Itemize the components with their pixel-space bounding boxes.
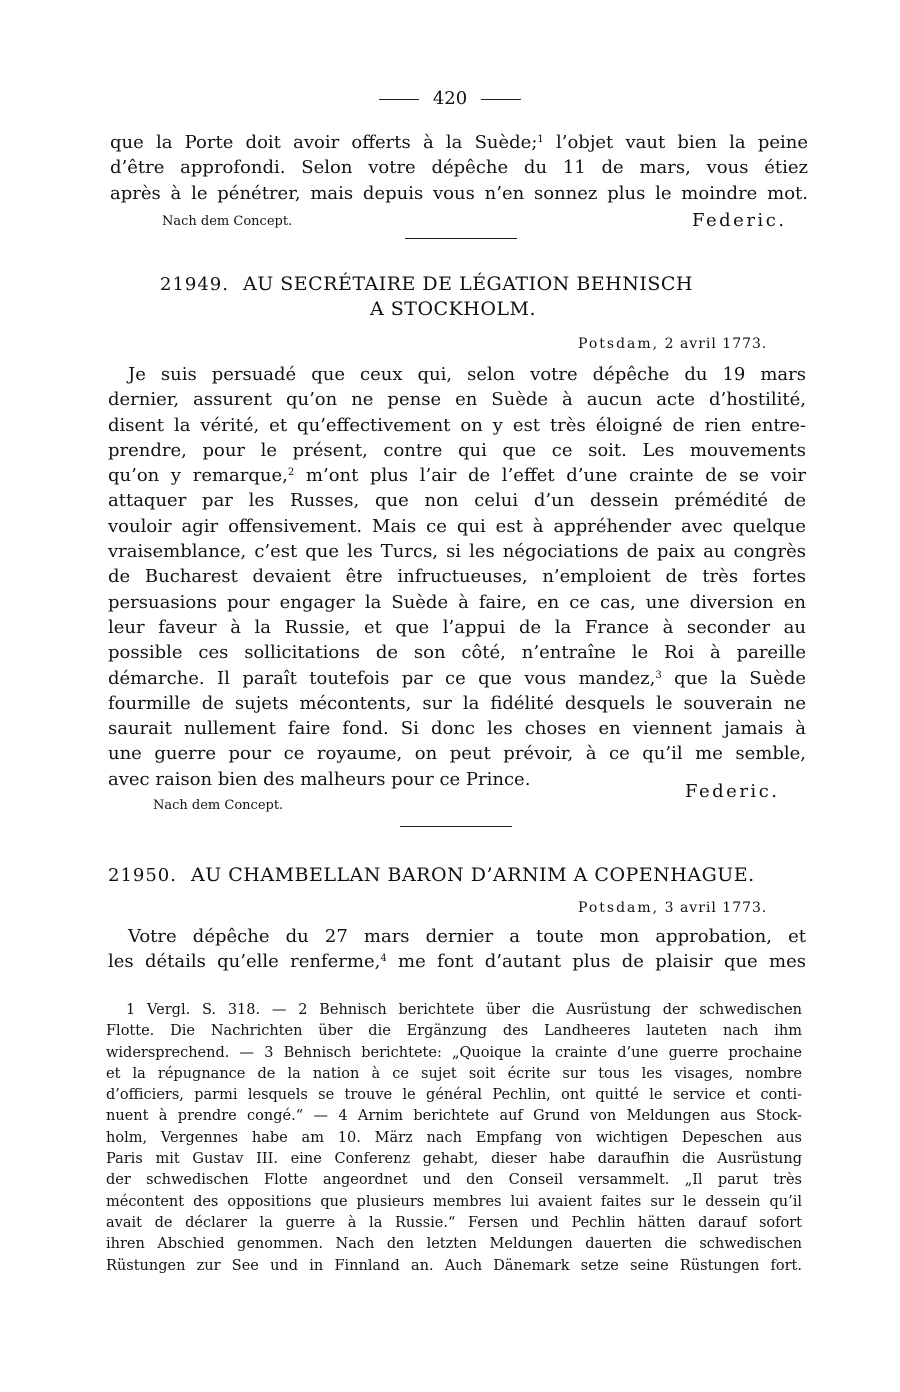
text-line: que la Porte doit avoir offerts à la Suède;$^1$ l’objet vaut bien la peine	[110, 132, 809, 153]
text-line: qu’on y remarque,$^2$ m’ont plus l’air de l’effet d’une crainte de se voir	[108, 465, 807, 487]
text-line: d’être approfondi. Selon votre dépêche du 11 de mars, vous étiez	[110, 157, 808, 179]
letter-21950-dateline: Potsdam, 3 avril 1773.	[578, 900, 768, 916]
page-header	[0, 88, 900, 109]
letter-title: AU SECRÉTAIRE DE LÉGATION BEHNISCH	[242, 273, 693, 295]
letter-number: 21949.	[160, 274, 229, 295]
footnote-line: mécontent des oppositions que plusieurs membres lui avaient faites sur le dessein qu’il	[106, 1193, 802, 1210]
text-line: de Bucharest devaient être infructueuses, n’emploient de très fortes	[108, 566, 806, 588]
footnote-line: nuent à prendre congé.“ — 4 Arnim berichtete auf Grund von Meldungen aus Stock-	[106, 1108, 802, 1125]
letter-title: AU CHAMBELLAN BARON D’ARNIM A COPENHAGUE.	[190, 864, 755, 886]
footnote-line: d’officiers, parmi lesquels se trouve le général Pechlin, ont quitté le service et conti-	[106, 1087, 802, 1104]
footnote-line: holm, Vergennes habe am 10. März nach Empfang von wichtigen Depeschen aus	[106, 1129, 802, 1146]
footnote-line: Rüstungen zur See und in Finnland an. Auch Dänemark setze seine Rüstungen fort.	[106, 1257, 802, 1274]
header-dash-left	[379, 99, 419, 100]
footnote-line: der schwedischen Flotte angeordnet und den Conseil versammelt. „Il parut très	[106, 1172, 802, 1189]
letter-21949-source-note: Nach dem Concept.	[153, 798, 284, 813]
footnote-line: widersprechend. — 3 Behnisch berichtete: „Quoique la crainte d’une guerre prochaine	[106, 1044, 802, 1061]
text-line: avec raison bien des malheurs pour ce Prince.	[108, 768, 531, 790]
text-line: fourmille de sujets mécontents, sur la fidélité desquels le souverain ne	[108, 692, 806, 714]
text-line: dernier, assurent qu’on ne pense en Suède à aucun acte d’hostilité,	[108, 389, 806, 411]
footnote-line: ihren Abschied genommen. Nach den letzten Meldungen dauerten die schwedischen	[106, 1236, 802, 1253]
letter-21949-heading	[160, 273, 858, 295]
text-line: une guerre pour ce royaume, on peut prévoir, à ce qu’il me semble,	[108, 743, 806, 765]
footnote-line: Paris mit Gustav III. eine Conferenz gehabt, dieser habe daraufhin die Ausrüstung	[106, 1151, 802, 1168]
section-divider	[400, 826, 512, 827]
text-line: vraisemblance, c’est que les Turcs, si les négociations de paix au congrès	[108, 541, 806, 563]
footnote-line: et la répugnance de la nation à ce sujet soit écrite sur tous les visages, nombre	[106, 1065, 802, 1082]
letter-21950-heading	[108, 864, 828, 886]
footnote-line: 1 Vergl. S. 318. — 2 Behnisch berichtete über die Ausrüstung der schwedischen	[126, 1002, 802, 1018]
footnote-line: avait de déclarer la guerre à la Russie.“ Fersen und Pechlin hätten darauf sofort	[106, 1214, 802, 1231]
letter-21949-body	[108, 362, 806, 792]
letter-21949-title-line2: A STOCKHOLM.	[370, 298, 537, 320]
letter-21949-signature: Federic.	[685, 781, 780, 802]
letter-21950-body	[108, 924, 806, 975]
letter-number: 21950.	[108, 865, 177, 886]
footnotes	[106, 1000, 802, 1277]
text-line: disent la vérité, et qu’effectivement on y est très éloigné de rien entre-	[108, 414, 806, 436]
text-line: démarche. Il paraît toutefois par ce que vous mandez,$^3$ que la Suède	[108, 667, 806, 689]
section-divider	[405, 238, 517, 239]
text-line: les détails qu’elle renferme,$^4$ me font d’autant plus de plaisir que mes	[108, 951, 806, 973]
text-line: après à le pénétrer, mais depuis vous n’en sonnez plus le moindre mot.	[110, 182, 808, 204]
intro-paragraph	[110, 130, 808, 206]
intro-source-note: Nach dem Concept.	[162, 214, 293, 229]
text-line: Je suis persuadé que ceux qui, selon votre dépêche du 19 mars	[128, 364, 806, 385]
page-number: 420	[432, 88, 468, 109]
text-line: persuasions pour engager la Suède à faire, en ce cas, une diversion en	[108, 591, 806, 613]
header-dash-right	[481, 99, 521, 100]
text-line: possible ces sollicitations de son côté, n’entraîne le Roi à pareille	[108, 642, 806, 664]
footnote-line: Flotte. Die Nachrichten über die Ergänzung des Landheeres lauteten nach ihm	[106, 1023, 802, 1040]
text-line: attaquer par les Russes, que non celui d’un dessein prémédité de	[108, 490, 806, 512]
text-line: vouloir agir offensivement. Mais ce qui est à appréhender avec quelque	[108, 515, 806, 537]
intro-signature: Federic.	[692, 210, 787, 231]
text-line: prendre, pour le présent, contre qui que ce soit. Les mouvements	[108, 439, 806, 461]
letter-21949-dateline: Potsdam, 2 avril 1773.	[578, 336, 768, 352]
text-line: leur faveur à la Russie, et que l’appui de la France à seconder au	[108, 616, 806, 638]
text-line: saurait nullement faire fond. Si donc les choses en viennent jamais à	[108, 718, 806, 740]
text-line: Votre dépêche du 27 mars dernier a toute mon approbation, et	[128, 926, 806, 947]
